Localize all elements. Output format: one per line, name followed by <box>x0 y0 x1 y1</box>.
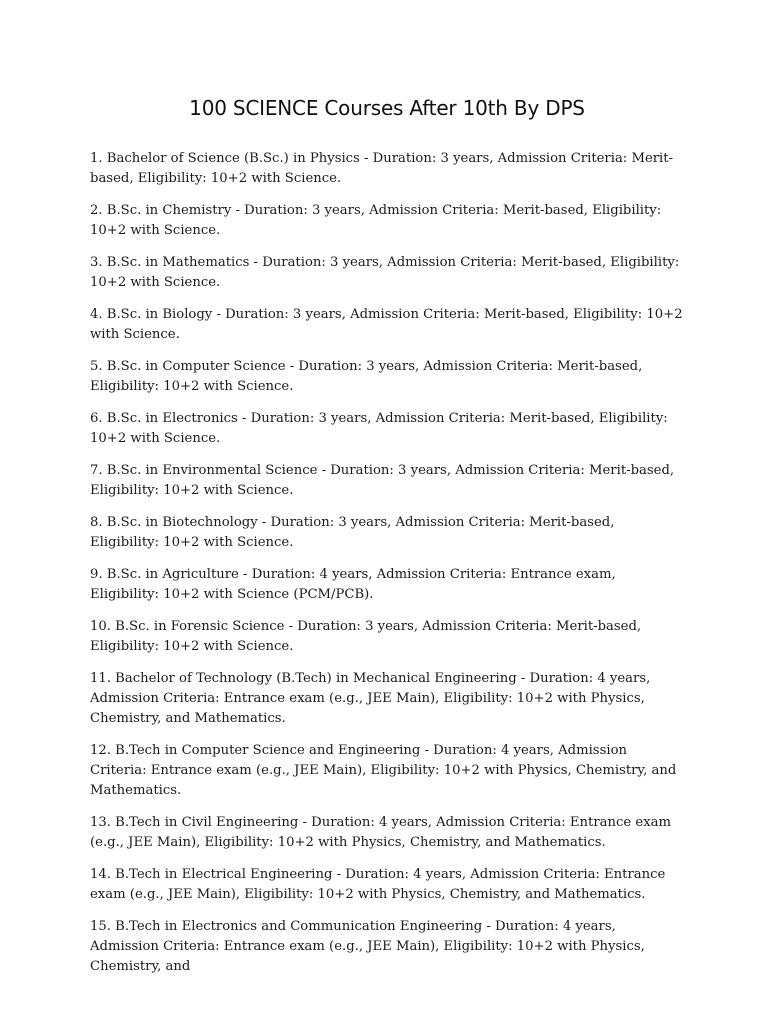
course-item-2: 2. B.Sc. in Chemistry - Duration: 3 years, Admission Criteria: Merit-based, Eligibility: 10+2 with Science. <box>90 203 662 238</box>
course-item-11: 11. Bachelor of Technology (B.Tech) in Mechanical Engineering - Duration: 4 years, Admission Criteria: Entrance exam (e.g., JEE Main), Eligibility: 10+2 with Physics, Chemistry, and Mathematics. <box>90 671 651 726</box>
course-item-7: 7. B.Sc. in Environmental Science - Duration: 3 years, Admission Criteria: Merit-based, Eligibility: 10+2 with Science. <box>90 463 675 498</box>
course-item-6: 6. B.Sc. in Electronics - Duration: 3 years, Admission Criteria: Merit-based, Eligibility: 10+2 with Science. <box>90 411 668 446</box>
course-item-8: 8. B.Sc. in Biotechnology - Duration: 3 years, Admission Criteria: Merit-based, Eligibility: 10+2 with Science. <box>90 515 615 550</box>
course-item-15: 15. B.Tech in Electronics and Communication Engineering - Duration: 4 years, Admission Criteria: Entrance exam (e.g., JEE Main), Eligibility: 10+2 with Physics, Chemistry, and <box>90 919 645 974</box>
course-item-14: 14. B.Tech in Electrical Engineering - Duration: 4 years, Admission Criteria: Entrance exam (e.g., JEE Main), Eligibility: 10+2 with Physics, Chemistry, and Mathematics. <box>90 867 666 902</box>
course-list <box>90 149 684 977</box>
page-title: 100 SCIENCE Courses After 10th By DPS <box>189 96 585 120</box>
course-item-13: 13. B.Tech in Civil Engineering - Duration: 4 years, Admission Criteria: Entrance exam (e.g., JEE Main), Eligibility: 10+2 with Physics, Chemistry, and Mathematics. <box>90 815 672 850</box>
course-item-1: 1. Bachelor of Science (B.Sc.) in Physics - Duration: 3 years, Admission Criteria: Merit-based, Eligibility: 10+2 with Science. <box>90 151 674 186</box>
course-item-4: 4. B.Sc. in Biology - Duration: 3 years, Admission Criteria: Merit-based, Eligibility: 10+2 with Science. <box>90 307 683 342</box>
course-item-5: 5. B.Sc. in Computer Science - Duration: 3 years, Admission Criteria: Merit-based, Eligibility: 10+2 with Science. <box>90 359 643 394</box>
course-item-3: 3. B.Sc. in Mathematics - Duration: 3 years, Admission Criteria: Merit-based, Eligibility: 10+2 with Science. <box>90 255 680 290</box>
course-item-10: 10. B.Sc. in Forensic Science - Duration: 3 years, Admission Criteria: Merit-based, Eligibility: 10+2 with Science. <box>90 619 642 654</box>
course-item-12: 12. B.Tech in Computer Science and Engineering - Duration: 4 years, Admission Criteria: Entrance exam (e.g., JEE Main), Eligibility: 10+2 with Physics, Chemistry, and Mathematics. <box>90 743 677 798</box>
course-item-9: 9. B.Sc. in Agriculture - Duration: 4 years, Admission Criteria: Entrance exam, Eligibility: 10+2 with Science (PCM/PCB). <box>90 567 616 602</box>
